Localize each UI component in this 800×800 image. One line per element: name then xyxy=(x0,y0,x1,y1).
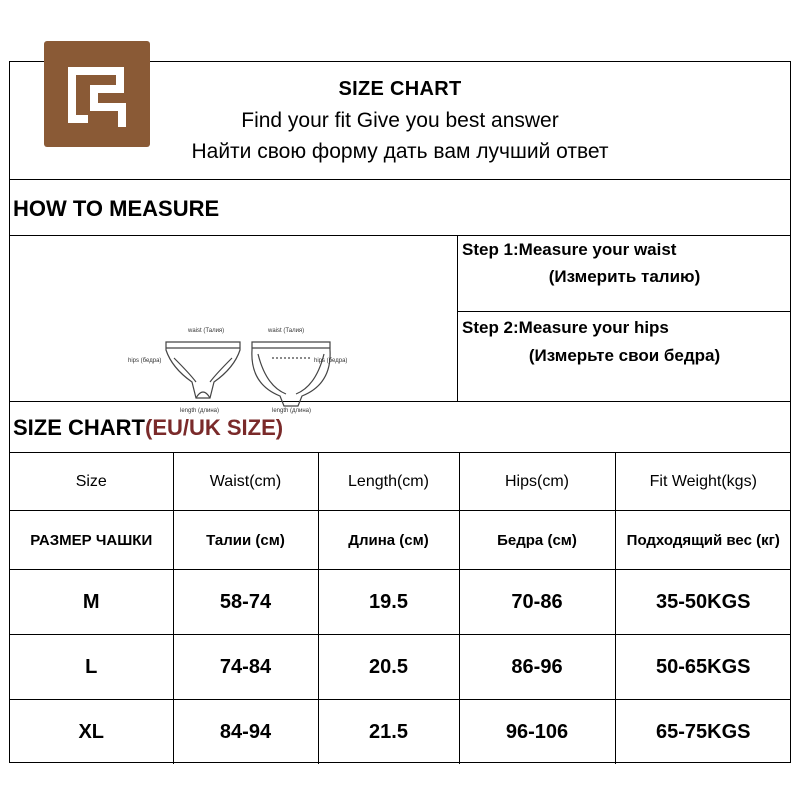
size-chart-title: SIZE CHART xyxy=(13,415,145,440)
subtitle-russian: Найти свою форму дать вам лучший ответ xyxy=(191,140,609,163)
header-waist-ru: Талии (см) xyxy=(173,511,318,570)
header-length-ru: Длина (см) xyxy=(318,511,459,570)
header-hips-ru: Бедра (см) xyxy=(459,511,615,570)
step-1-russian: (Измерить талию) xyxy=(548,267,701,286)
size-chart-heading xyxy=(10,402,790,453)
underwear-back-icon xyxy=(246,334,336,412)
table-row xyxy=(10,635,791,700)
brand-logo-icon xyxy=(44,41,150,147)
header-hips: Hips(cm) xyxy=(459,453,615,511)
measure-steps xyxy=(458,236,791,401)
back-waist-label: waist (Талия) xyxy=(268,328,305,334)
waist-cell: 84-94 xyxy=(173,700,318,765)
step-2-russian: (Измерьте свои бедра) xyxy=(528,346,721,365)
brand-logo xyxy=(44,41,150,147)
weight-cell: 50-65KGS xyxy=(615,635,791,700)
front-hips-label: hips (бедра) xyxy=(128,358,162,364)
waist-cell: 58-74 xyxy=(173,570,318,635)
table-header-row-english xyxy=(10,453,791,511)
header-waist: Waist(cm) xyxy=(173,453,318,511)
how-to-measure-title: HOW TO MEASURE xyxy=(13,196,220,221)
size-cell: XL xyxy=(10,700,173,765)
header-weight: Fit Weight(kgs) xyxy=(615,453,791,511)
size-table xyxy=(10,453,791,764)
front-waist-label: waist (Талия) xyxy=(188,328,225,334)
hips-cell: 86-96 xyxy=(459,635,615,700)
page-title: SIZE CHART xyxy=(338,78,462,100)
front-length-label: length (длина) xyxy=(180,408,220,414)
measure-section xyxy=(10,236,790,414)
table-header-row-russian xyxy=(10,511,791,570)
length-cell: 19.5 xyxy=(318,570,459,635)
weight-cell: 65-75KGS xyxy=(615,700,791,765)
step-2-english: Step 2:Measure your hips xyxy=(462,318,669,337)
header-size: Size xyxy=(10,453,173,511)
how-to-measure-section xyxy=(10,180,790,236)
back-length-label: length (длина) xyxy=(272,408,312,414)
header-length: Length(cm) xyxy=(318,453,459,511)
length-cell: 20.5 xyxy=(318,635,459,700)
header-weight-ru: Подходящий вес (кг) xyxy=(615,511,791,570)
weight-cell: 35-50KGS xyxy=(615,570,791,635)
measure-illustration xyxy=(10,236,458,414)
header-size-ru: РАЗМЕР ЧАШКИ xyxy=(10,511,173,570)
table-row xyxy=(10,570,791,635)
table-row xyxy=(10,700,791,765)
hips-cell: 70-86 xyxy=(459,570,615,635)
hips-cell: 96-106 xyxy=(459,700,615,765)
step-2 xyxy=(458,312,791,402)
waist-cell: 74-84 xyxy=(173,635,318,700)
underwear-front-icon xyxy=(160,336,246,406)
step-1 xyxy=(458,236,791,312)
length-cell: 21.5 xyxy=(318,700,459,765)
back-hips-label: hips (бедра) xyxy=(314,358,348,364)
size-cell: L xyxy=(10,635,173,700)
size-cell: M xyxy=(10,570,173,635)
step-1-english: Step 1:Measure your waist xyxy=(462,240,677,259)
subtitle-english: Find your fit Give you best answer xyxy=(241,109,559,132)
size-chart-region: (EU/UK SIZE) xyxy=(145,415,284,440)
size-chart-frame xyxy=(9,61,791,763)
